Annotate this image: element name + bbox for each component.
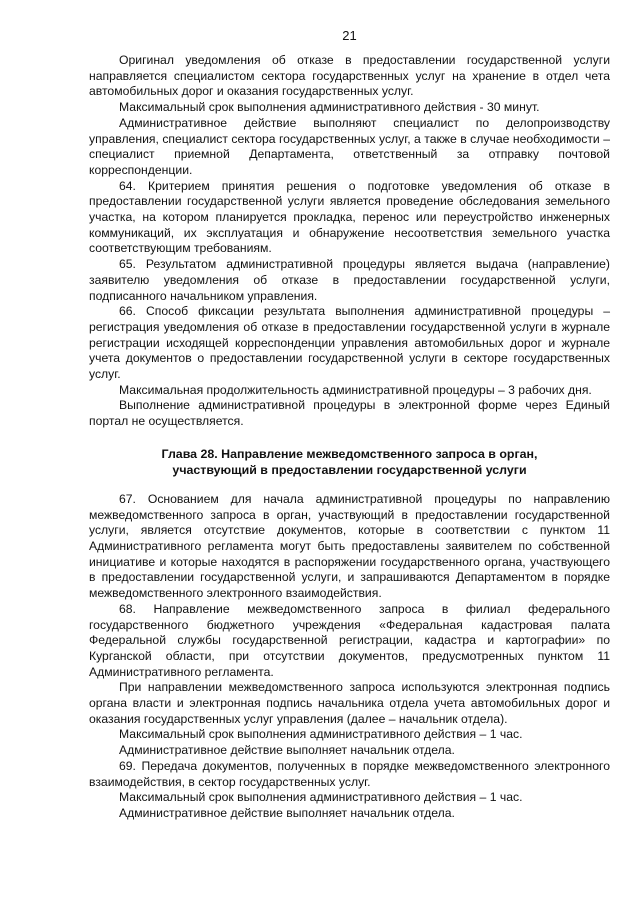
paragraph: 67. Основанием для начала административной процедуры по направлению межведомственного запроса в орган, участвующий в предоставлении государственной услуги, является отсутствие документов, которые в соответствии с пунктом 11 Административного регламента могут быть предоставлены заявителем по собственной инициативе и которые находятся в распоряжении государственного органа, участвующего в предоставлении государственной услуги, и запрашиваются Департаментом в порядке межведомственного электронного взаимодействия. [89, 491, 610, 601]
paragraph: Административное действие выполняет начальник отдела. [119, 743, 455, 758]
paragraph: 68. Направление межведомственного запроса в филиал федерального государственного бюджетного учреждения «Федеральная кадастровая палата Федеральной службы государственной регистрации, кадастра и картографии» по Курганской области, при отсутствии документов, предусмотренных пунктом 11 Административного регламента. [89, 601, 610, 679]
paragraph: 66. Способ фиксации результата выполнения административной процедуры – регистрация уведомления об отказе в предоставлении государственной услуги в журнале регистрации исходящей корреспонденции управления автомобильных дорог и журнале учета документов о предоставлении государственной услуги в секторе государственных услуг. [89, 304, 610, 382]
chapter-heading-line-2: участвующий в предоставлении государственной услуги [172, 462, 527, 477]
paragraph: 64. Критерием принятия решения о подготовке уведомления об отказе в предоставлении государственной услуги является проведение обследования земельного участка, на котором планируется прокладка, перенос или переустройство инженерных коммуникаций, их эксплуатация и обнаружение несоответствия земельного участка соответствующим требованиям. [89, 178, 610, 256]
paragraph: Оригинал уведомления об отказе в предоставлении государственной услуги направляется специалистом сектора государственных услуг на хранение в отдел чета автомобильных дорог и оказания государственных услуг. [89, 53, 610, 99]
paragraph: Максимальная продолжительность административной процедуры – 3 рабочих дня. [119, 382, 592, 397]
paragraph: Административное действие выполняет начальник отдела. [119, 805, 455, 820]
chapter-heading-line-1: Глава 28. Направление межведомственного запроса в орган, [161, 446, 538, 461]
paragraph: Максимальный срок выполнения административного действия – 1 час. [119, 727, 523, 742]
paragraph: Административное действие выполняют специалист по делопроизводству управления, специалист сектора государственных услуг, а также в случае необходимости – специалист приемной Департамента, ответственный за отправку почтовой корреспонденции. [89, 115, 610, 177]
paragraph: При направлении межведомственного запроса используются электронная подпись органа власти и электронная подпись начальника отдела учета автомобильных дорог и оказания государственных услуг управления (далее – начальник отдела). [89, 680, 610, 726]
chapter-heading [89, 446, 610, 478]
paragraph: Выполнение административной процедуры в электронной форме через Единый портал не осуществляется. [89, 398, 610, 429]
paragraph: 65. Результатом административной процедуры является выдача (направление) заявителю уведомления об отказе в предоставлении государственной услуги, подписанного начальником управления. [89, 257, 610, 303]
paragraph: 69. Передача документов, полученных в порядке межведомственного электронного взаимодействия, в сектор государственных услуг. [89, 758, 610, 789]
paragraph: Максимальный срок выполнения административного действия – 1 час. [119, 790, 523, 805]
page-number: 21 [342, 28, 357, 43]
paragraph: Максимальный срок выполнения административного действия - 30 минут. [119, 100, 540, 115]
